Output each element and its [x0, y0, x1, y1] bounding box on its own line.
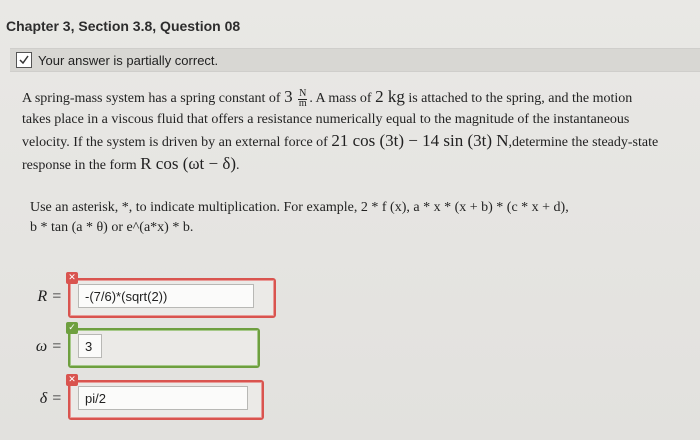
problem-text: is attached to the spring, and the motion — [408, 91, 633, 106]
answer-row-delta — [0, 375, 700, 422]
problem-line-1 — [22, 86, 692, 109]
x-mark-icon: ✕ — [66, 374, 78, 386]
answer-box-omega — [68, 323, 260, 368]
answer-input-delta[interactable]: pi/2 — [78, 386, 248, 410]
answer-box-r — [68, 273, 276, 318]
problem-line-3 — [22, 130, 692, 153]
checkmark-icon: ✓ — [66, 322, 78, 334]
answer-row-omega — [0, 323, 700, 370]
answer-input-r[interactable]: -(7/6)*(sqrt(2)) — [78, 284, 254, 308]
x-mark-icon: ✕ — [66, 272, 78, 284]
problem-text: . — [236, 158, 240, 173]
problem-statement — [22, 86, 692, 176]
status-banner — [10, 48, 700, 72]
answer-label: ω = — [35, 338, 62, 355]
instructions — [30, 198, 690, 238]
problem-line-4 — [22, 153, 692, 176]
unit-numerator: N — [299, 87, 307, 99]
instructions-line-2: b * tan (a * θ) or e^(a*x) * b. — [30, 220, 194, 235]
problem-line-2: takes place in a viscous fluid that offers a resistance numerically equal to the magnitude of the instantaneous — [22, 112, 630, 127]
answer-input-omega[interactable]: 3 — [78, 334, 102, 358]
mass-value: 2 kg — [375, 87, 405, 106]
answer-label: R = — [37, 288, 62, 305]
unit-fraction — [298, 89, 307, 109]
problem-text: velocity. If the system is driven by an external force of — [22, 135, 328, 150]
unit-denominator: m — [298, 97, 307, 109]
answer-row-r — [0, 273, 700, 320]
answer-box-delta — [68, 375, 264, 420]
problem-text: ,determine the steady-state — [508, 135, 659, 150]
problem-text: response in the form — [22, 158, 137, 173]
checkmark-icon — [16, 52, 32, 68]
page-title: Chapter 3, Section 3.8, Question 08 — [6, 18, 241, 34]
status-text: Your answer is partially correct. — [38, 52, 219, 68]
instructions-line-1: Use an asterisk, *, to indicate multiplication. For example, 2 * f (x), a * x * (x + b) * (c * x + d), — [30, 200, 569, 215]
answer-label: δ = — [39, 390, 62, 407]
problem-text: . A mass of — [309, 91, 372, 106]
spring-constant: 3 — [284, 87, 293, 106]
force-expression: 21 cos (3t) − 14 sin (3t) N — [331, 131, 509, 150]
response-form: R cos (ωt − δ) — [140, 154, 237, 173]
problem-text: A spring-mass system has a spring constant of — [22, 91, 281, 106]
